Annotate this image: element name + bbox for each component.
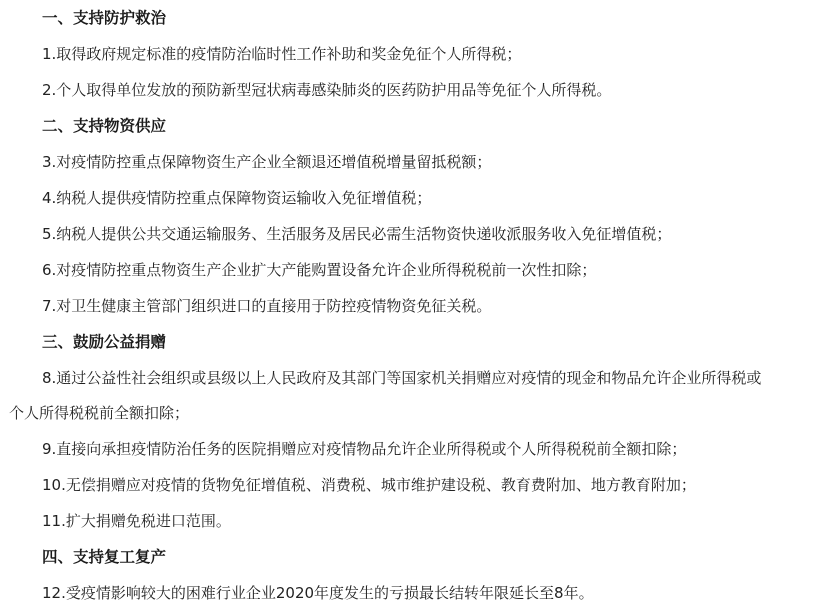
list-item-continuation: 个人所得税税前全额扣除； <box>9 404 190 422</box>
section-heading: 一、支持防护救治 <box>42 9 167 27</box>
list-item: 8.通过公益性社会组织或县级以上人民政府及其部门等国家机关捐赠应对疫情的现金和物品允许企业所得税或 <box>42 369 762 387</box>
section-heading: 二、支持物资供应 <box>42 117 167 135</box>
list-item: 6.对疫情防控重点物资生产企业扩大产能购置设备允许企业所得税税前一次性扣除； <box>42 261 597 279</box>
list-item: 4.纳税人提供疫情防控重点保障物资运输收入免征增值税； <box>42 189 432 207</box>
section-heading: 三、鼓励公益捐赠 <box>42 333 167 351</box>
list-item: 5.纳税人提供公共交通运输服务、生活服务及居民必需生活物资快递收派服务收入免征增值税； <box>42 225 672 243</box>
section-heading: 四、支持复工复产 <box>42 548 167 566</box>
list-item: 3.对疫情防控重点保障物资生产企业全额退还增值税增量留抵税额； <box>42 153 492 171</box>
list-item: 9.直接向承担疫情防治任务的医院捐赠应对疫情物品允许企业所得税或个人所得税税前全额扣除； <box>42 440 687 458</box>
list-item: 11.扩大捐赠免税进口范围。 <box>42 512 231 530</box>
list-item: 12.受疫情影响较大的困难行业企业2020年度发生的亏损最长结转年限延长至8年。 <box>42 584 594 602</box>
list-item: 7.对卫生健康主管部门组织进口的直接用于防控疫情物资免征关税。 <box>42 297 492 315</box>
list-item: 10.无偿捐赠应对疫情的货物免征增值税、消费税、城市维护建设税、教育费附加、地方教育附加； <box>42 476 696 494</box>
list-item: 1.取得政府规定标准的疫情防治临时性工作补助和奖金免征个人所得税； <box>42 45 522 63</box>
list-item: 2.个人取得单位发放的预防新型冠状病毒感染肺炎的医药防护用品等免征个人所得税。 <box>42 81 612 99</box>
